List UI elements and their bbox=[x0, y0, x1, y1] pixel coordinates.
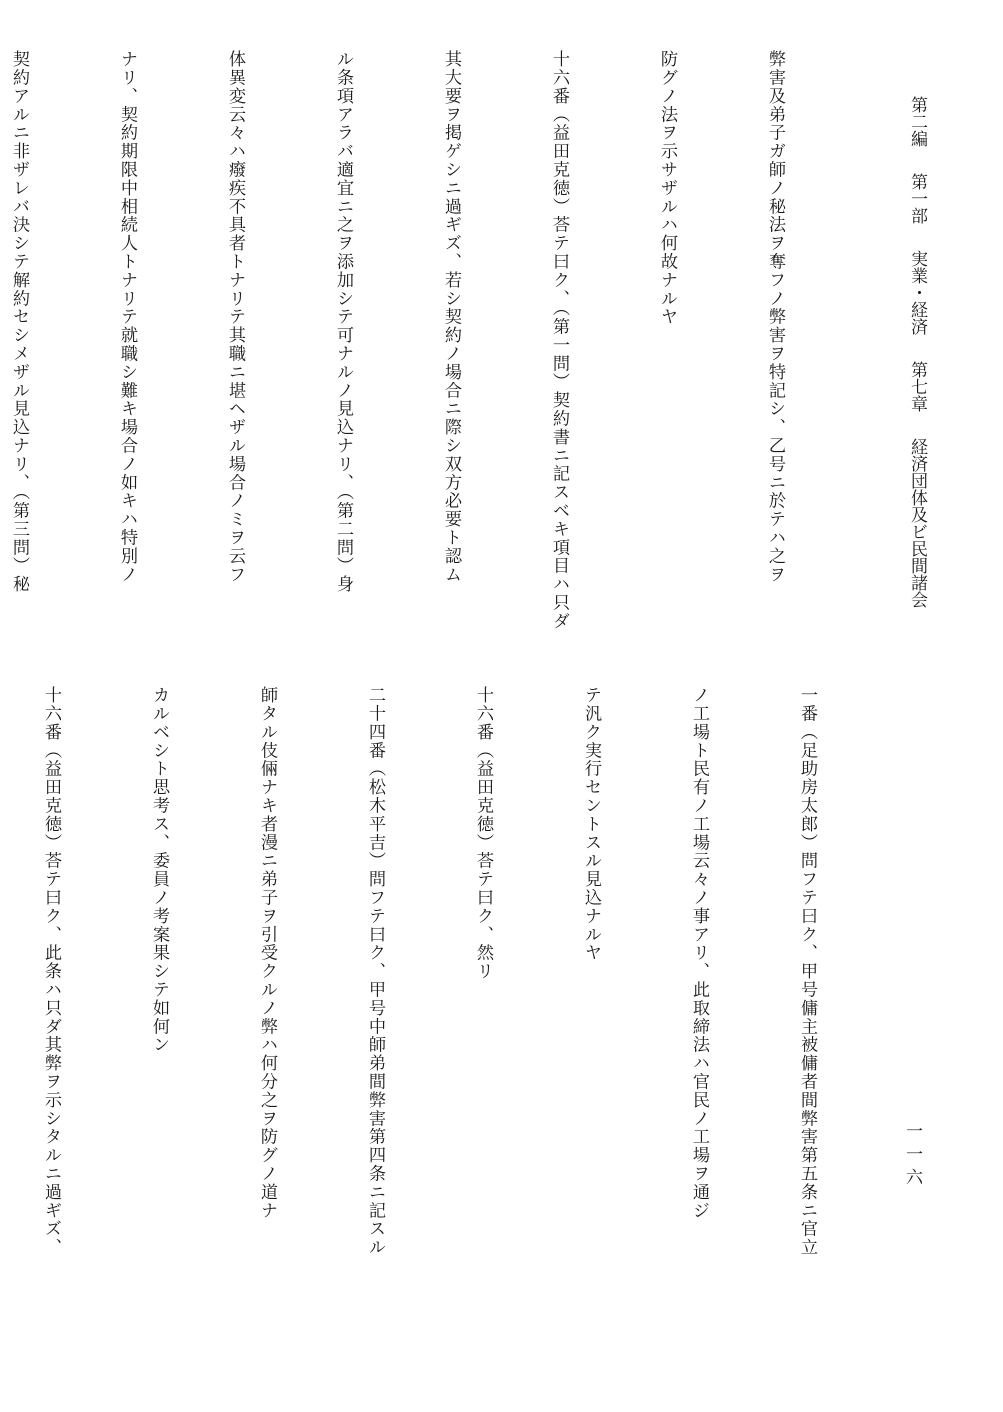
header-section: 第一部 bbox=[907, 173, 927, 224]
text-line: 一番（足助房太郎）問フテ曰ク、甲号傭主被傭者間弊害第五条ニ官立 bbox=[797, 686, 817, 1257]
text-line: ル条項アラバ適宜ニ之ヲ添加シテ可ナルノ見込ナリ、（第二問）身 bbox=[333, 50, 353, 594]
text-line: 二十四番（松木平吉）問フテ曰ク、甲号中師弟間弊害第四条ニ記スル bbox=[365, 686, 385, 1257]
text-line: 其大要ヲ掲ゲシニ過ギズ、若シ契約ノ場合ニ際シ双方必要ト認ム bbox=[441, 50, 461, 584]
text-line: 師タル伎倆ナキ者漫ニ弟子ヲ引受クルノ弊ハ何分之ヲ防グノ道ナ bbox=[257, 686, 277, 1220]
lower-text-block bbox=[0, 686, 897, 1358]
text-line: ナリ、契約期限中相続人トナリテ就職シ難キ場合ノ如キハ特別ノ bbox=[117, 50, 137, 584]
text-line: 防グノ法ヲ示サザルハ何故ナルヤ bbox=[657, 50, 677, 326]
text-line: ノ工場ト民有ノ工場云々ノ事アリ、此取締法ハ官民ノ工場ヲ通ジ bbox=[689, 686, 709, 1220]
text-line: 契約アルニ非ザレバ決シテ解約セシメザル見込ナリ、（第三問）秘 bbox=[9, 50, 29, 594]
upper-text-block bbox=[0, 50, 865, 648]
text-line: 十六番（益田克徳）荅テ曰ク、此条ハ只ダ其弊ヲ示シタルニ過ギズ、 bbox=[41, 686, 61, 1257]
text-line: 十六番（益田克徳）荅テ曰ク、然リ bbox=[473, 686, 493, 981]
text-line: テ汎ク実行セントスル見込ナルヤ bbox=[581, 686, 601, 962]
text-line: カルベシト思考ス、委員ノ考案果シテ如何ン bbox=[149, 686, 169, 1054]
page-number: 一一六 bbox=[902, 1122, 922, 1191]
header-chapter: 第七章 bbox=[907, 361, 927, 412]
text-line: 十六番（益田克徳）荅テ曰ク、（第一問）契約書ニ記スベキ項目ハ只ダ bbox=[549, 50, 569, 631]
running-header bbox=[908, 96, 925, 634]
header-part: 第二編 bbox=[907, 96, 927, 147]
header-chapter-title: 経済団体及ビ民間諸会 bbox=[907, 438, 927, 608]
text-line: 弊害及弟子ガ師ノ秘法ヲ奪フノ弊害ヲ特記シ、乙号ニ於テハ之ヲ bbox=[765, 50, 785, 584]
text-line: 体異変云々ハ癈疾不具者トナリテ其職ニ堪ヘザル場合ノミヲ云フ bbox=[225, 50, 245, 584]
header-subject: 実業・経済 bbox=[907, 250, 927, 335]
